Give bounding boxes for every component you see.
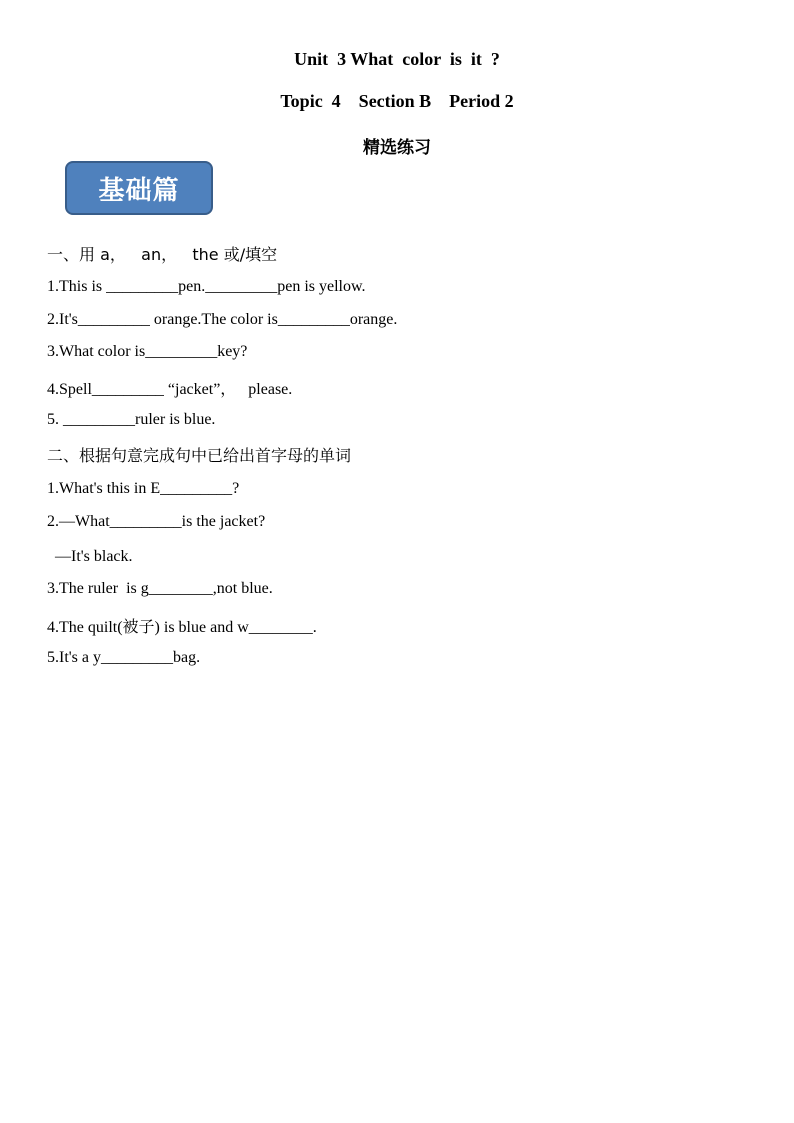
selected-exercises-heading: 精选练习 — [363, 138, 431, 158]
exercise-2-item-5: 5.It's a y_________bag. — [47, 649, 201, 666]
exercise-1-item-2: 2.It's_________ orange.The color is_________orange. — [47, 311, 398, 328]
exercise-2-item-3: 3.The ruler is g________,not blue. — [47, 580, 273, 597]
exercise-2-item-2-answer: —It's black. — [47, 548, 133, 565]
exercise-2-item-1: 1.What's this in E_________? — [47, 480, 240, 497]
unit-title: Unit 3 What color is it ? — [294, 49, 500, 69]
section-2-heading: 二、根据句意完成句中已给出首字母的单词 — [47, 446, 352, 465]
exercise-2-item-2: 2.—What_________is the jacket? — [47, 513, 266, 530]
exercise-1-item-5: 5. _________ruler is blue. — [47, 411, 216, 428]
exercise-2-item-4: 4.The quilt(被子) is blue and w________. — [47, 619, 317, 636]
badge-label: 基础篇 — [98, 175, 180, 206]
exercise-1-item-3: 3.What color is_________key? — [47, 343, 248, 360]
exercise-1-item-1: 1.This is _________pen._________pen is yellow. — [47, 278, 366, 295]
exercise-1-item-4: 4.Spell_________ “jacket”， please. — [47, 381, 293, 398]
basic-level-badge — [65, 161, 213, 215]
section-1-heading: 一、用 a， an， the 或/填空 — [47, 245, 278, 264]
topic-section-period: Topic 4 Section B Period 2 — [280, 91, 514, 111]
